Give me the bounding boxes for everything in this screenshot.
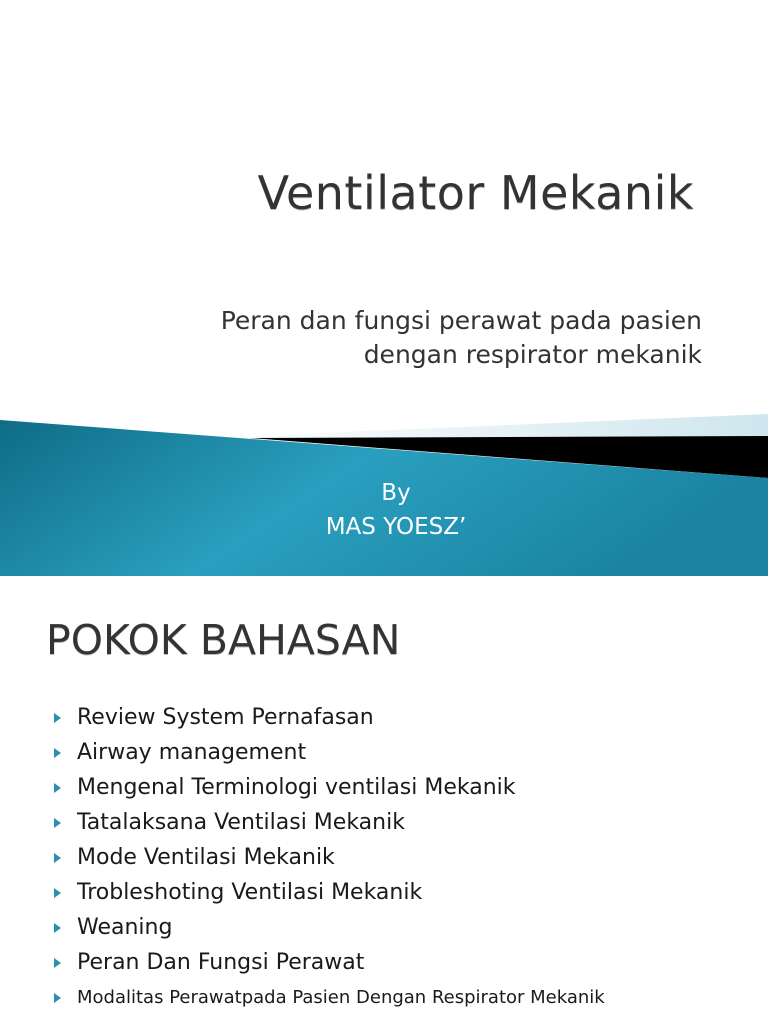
agenda-title: POKOK BAHASAN xyxy=(46,616,401,664)
triangle-bullet-icon xyxy=(54,783,61,793)
list-item xyxy=(52,840,605,875)
list-item xyxy=(52,875,605,910)
triangle-bullet-icon xyxy=(54,748,61,758)
list-item-text: Mengenal Terminologi ventilasi Mekanik xyxy=(77,775,516,800)
triangle-bullet-icon xyxy=(54,888,61,898)
author-name: MAS YOESZ’ xyxy=(325,514,467,540)
list-item-text: Modalitas Perawatpada Pasien Dengan Respirator Mekanik xyxy=(77,987,605,1008)
list-item xyxy=(52,700,605,735)
list-item-text: Airway management xyxy=(77,740,307,765)
list-item xyxy=(52,945,605,980)
agenda-slide xyxy=(0,576,768,1024)
triangle-bullet-icon xyxy=(54,713,61,723)
topic-list xyxy=(52,700,605,1015)
list-item-text: Tatalaksana Ventilasi Mekanik xyxy=(77,810,405,835)
triangle-bullet-icon xyxy=(54,853,61,863)
list-item xyxy=(52,805,605,840)
slide-title: Ventilator Mekanik xyxy=(257,166,694,220)
subtitle-line: Peran dan fungsi perawat pada pasien xyxy=(220,306,702,335)
triangle-bullet-icon xyxy=(54,923,61,933)
list-item-text: Review System Pernafasan xyxy=(77,705,374,730)
subtitle-line: dengan respirator mekanik xyxy=(363,340,702,369)
triangle-bullet-icon xyxy=(54,958,61,968)
byline-label: By xyxy=(381,480,411,506)
list-item-text: Trobleshoting Ventilasi Mekanik xyxy=(77,880,423,905)
list-item xyxy=(52,735,605,770)
list-item xyxy=(52,770,605,805)
list-item-text: Mode Ventilasi Mekanik xyxy=(77,845,335,870)
list-item-text: Peran Dan Fungsi Perawat xyxy=(77,950,365,975)
list-item-text: Weaning xyxy=(77,915,173,940)
byline xyxy=(0,476,768,544)
triangle-bullet-icon xyxy=(54,818,61,828)
pale-stripe xyxy=(200,414,768,440)
triangle-bullet-icon xyxy=(54,993,61,1003)
list-item xyxy=(52,980,605,1015)
list-item xyxy=(52,910,605,945)
